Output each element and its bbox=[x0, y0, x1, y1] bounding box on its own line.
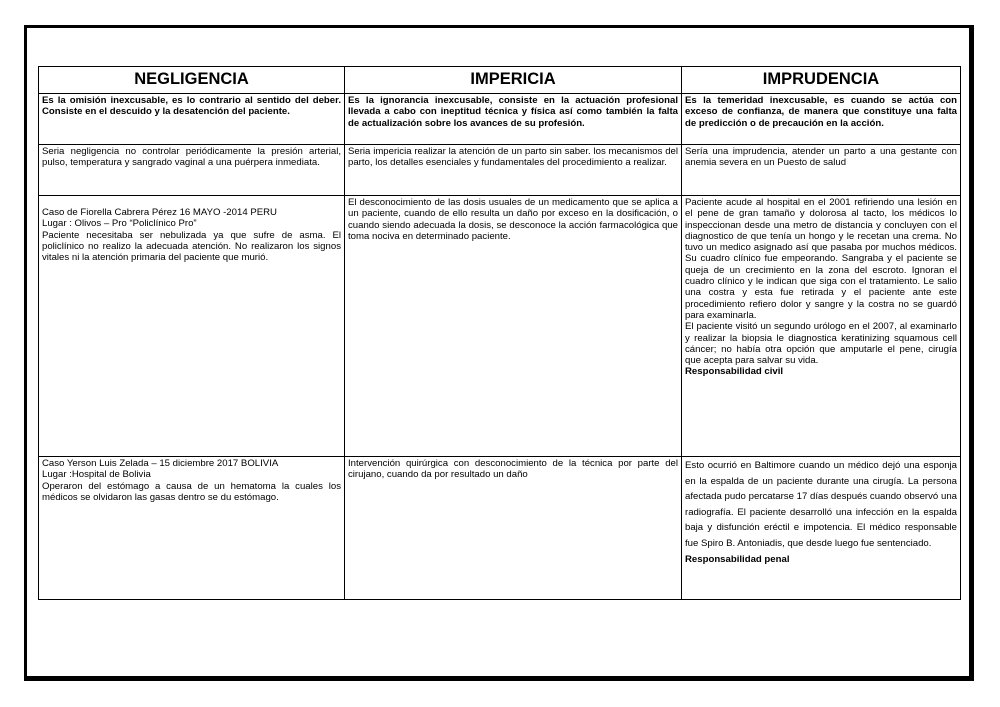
case1-negligencia-place: Lugar : Olivos – Pro “Policlínico Pro” bbox=[42, 218, 197, 230]
case1-imprudencia-paragraph1: Paciente acude al hospital en el 2001 refiriendo una lesión en el pene de gran tamaño y dolorosa al tacto, los médicos lo inspeccionan desde una metro de distancia y concluyen con el diagnostico de que tenía un hongo y le recetan una crema. No tuvo un medico asignado así que pasaba por muchos médicos. Su cuadro clínico fue empeorando. Sangraba y el paciente se queja de un crecimiento en la zona del escroto. Ignoran el cuadro clínico y le indican que siga con el tratamiento. Le salio una costra y esta fue retirada y el paciente ante este procedimiento refiero dolor y sangre y la costra no se guardó para examinarla. bbox=[685, 197, 957, 321]
definition-row bbox=[39, 94, 961, 145]
case1-impericia: El desconocimiento de las dosis usuales de un medicamento que se aplica a un paciente, cuando de ello resulta un daño por exceso en la dosificación, o cuando siendo adecuada la dosis, se desconoce la acción farmacológica que toma nociva en determinado paciente. bbox=[345, 196, 682, 457]
case1-negligencia-description: Paciente necesitaba ser nebulizada ya que sufre de asma. El policlínico no realizo la adecuada atención. No realizaron los signos vitales ni la atención primaria del paciente que murió. bbox=[42, 229, 341, 264]
case1-negligencia-title: Caso de Fiorella Cabrera Pérez 16 MAYO -2014 PERU bbox=[42, 207, 277, 218]
case2-negligencia-place: Lugar :Hospital de Bolivia bbox=[42, 469, 151, 481]
frame-shadow-bottom bbox=[26, 676, 972, 679]
spacer bbox=[42, 197, 341, 207]
definition-negligencia: Es la omisión inexcusable, es lo contrario al sentido del deber. Consiste en el descuido y la desatención del paciente. bbox=[39, 94, 345, 145]
header-impericia: IMPERICIA bbox=[345, 67, 682, 94]
example-impericia: Seria impericia realizar la atención de un parto sin saber. los mecanismos del parto, los detalles esenciales y fundamentales del procedimiento a realizar. bbox=[345, 145, 682, 196]
case2-imprudencia bbox=[682, 457, 961, 600]
frame-shadow-right bbox=[969, 27, 972, 679]
example-negligencia: Seria negligencia no controlar periódicamente la presión arterial, pulso, temperatura y sangrado vaginal a una puérpera inmediata. bbox=[39, 145, 345, 196]
case2-impericia: Intervención quirúrgica con desconocimiento de la técnica por parte del cirujano, cuando da por resultado un daño bbox=[345, 457, 682, 600]
case-row-2 bbox=[39, 457, 961, 600]
header-negligencia: NEGLIGENCIA bbox=[39, 67, 345, 94]
case-row-1 bbox=[39, 196, 961, 457]
case2-imprudencia-responsibility: Responsabilidad penal bbox=[685, 553, 790, 565]
case2-negligencia-description: Operaron del estómago a causa de un hematoma la cuales los médicos se olvidaron las gasas dentro se du estómago. bbox=[42, 480, 341, 503]
case2-negligencia-title: Caso Yerson Luis Zelada – 15 diciembre 2017 BOLIVIA bbox=[42, 458, 279, 469]
definition-impericia: Es la ignorancia inexcusable, consiste en la actuación profesional llevada a cabo con ineptitud técnica y física así como también la falta de actualización sobre los avances de su profesión. bbox=[345, 94, 682, 145]
example-row bbox=[39, 145, 961, 196]
case1-negligencia bbox=[39, 196, 345, 457]
case1-imprudencia-responsibility: Responsabilidad civil bbox=[685, 366, 784, 378]
definition-imprudencia: Es la temeridad inexcusable, es cuando se actúa con exceso de confianza, de manera que constituye una falta de predicción o de precaución en la acción. bbox=[682, 94, 961, 145]
header-imprudencia: IMPRUDENCIA bbox=[682, 67, 961, 94]
header-row bbox=[39, 67, 961, 94]
case1-imprudencia-paragraph2: El paciente visitó un segundo urólogo en el 2007, al examinarlo y realizar la biopsia le diagnostica keratinizing squamous cell cáncer; no había otra opción que amputarle el pene, cirugía que acepta para salvar su vida. bbox=[685, 321, 957, 367]
case2-negligencia bbox=[39, 457, 345, 600]
example-imprudencia: Sería una imprudencia, atender un parto a una gestante con anemia severa en un Puesto de salud bbox=[682, 145, 961, 196]
case1-imprudencia bbox=[682, 196, 961, 457]
case2-imprudencia-description: Esto ocurrió en Baltimore cuando un médico dejó una esponja en la espalda de un paciente durante una cirugía. La persona afectada pudo percatarse 17 días después cuando observó una radiografía. El paciente desarrolló una infección en la espalda baja y disfunción eréctil e impotencia. El médico responsable fue Spiro B. Antoniadis, que desde luego fue sentenciado. bbox=[685, 460, 957, 549]
comparison-table bbox=[38, 66, 961, 600]
